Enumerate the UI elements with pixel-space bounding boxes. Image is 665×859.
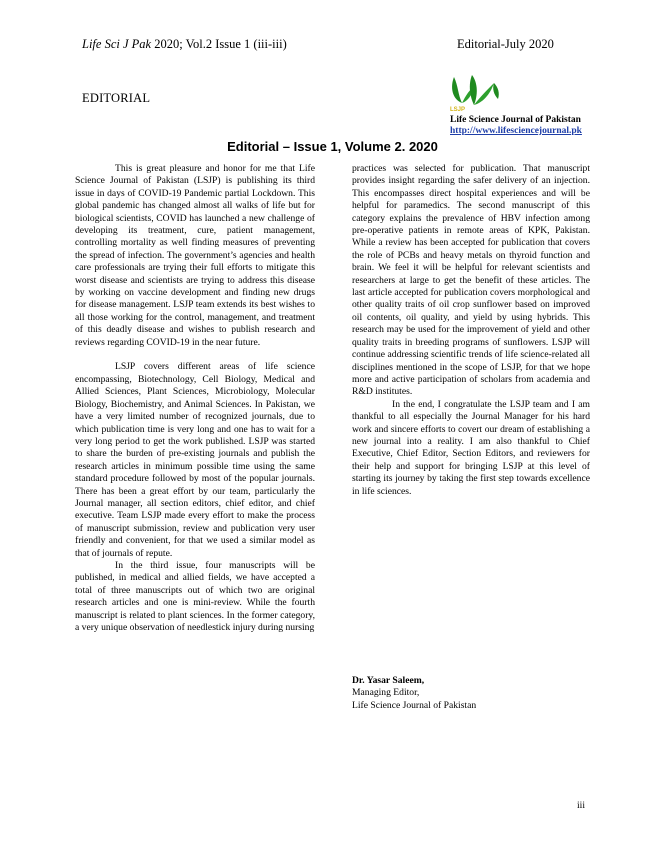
page-number: iii: [577, 800, 585, 811]
ljsp-leaf-logo-icon: [448, 73, 504, 113]
page-title: Editorial – Issue 1, Volume 2. 2020: [227, 139, 438, 154]
journal-name: Life Science Journal of Pakistan: [450, 115, 581, 125]
paragraph: practices was selected for publication. That manuscript provides insight regarding the safer delivery of an injection. This encompasses direct hospital experiences and will be helpful for paramedics. The second manuscript of this category explains the prevalence of HBV infection among pre-operative patients in remote areas of KPK, Pakistan. While a review has been accepted for publication that covers the role of PCBs and heavy metals on thyroid function and brain. We feel it will be helpful for relevant scientists and researchers at large to get the benefit of these articles. The last article accepted for publication covers morphological and other quality traits of oil crop sunflower based on improved oil contents, oil quality, and yield by using hybrids. This research may be used for the improvement of yield and other quality traits in breeding programs of sunflowers. LSJP will continue addressing scientific trends of life science-related all disciplines mentioned in the scope of LSJP, for that we hope more and active participation of scholars from academia and R&D institutes.: [352, 163, 590, 398]
author-organization: Life Science Journal of Pakistan: [352, 699, 477, 711]
left-column: [75, 163, 315, 634]
author-name: Dr. Yasar Saleem,: [352, 675, 425, 686]
running-header-date: Editorial-July 2020: [457, 37, 554, 51]
paragraph: In the end, I congratulate the LSJP team and I am thankful to all especially the Journal Manager for his hard work and sincere efforts to covert our dream of establishing a new journal into a reality. I am also thankful to Chief Executive, Chief Editor, Section Editors, and reviewers for their help and support for bringing LSJP at this level of starting its journey by taking the first step towards excellence in life sciences.: [352, 398, 590, 497]
paragraph: This is great pleasure and honor for me that Life Science Journal of Pakistan (LSJP) is publishing its third issue in days of COVID-19 Pandemic partial Lockdown. This global pandemic has changed almost all walks of life but for biological scientists, COVID has launched a new challenge of developing its treatment, cure, patient management, controlling mortality as well finding measures of preventing the spread of infection. The government’s agencies and health care professionals are trying their full efforts to mitigate this worst disease and scientists are trying to address this disease by working on vaccine development and finding new drugs for disease management. LSJP team extends its best wishes to all those working for the control, management, and treatment of this deadly disease and wishes to publish research and reviews regarding COVID-19 in the near future.: [75, 163, 315, 348]
section-label: EDITORIAL: [82, 91, 151, 105]
signature-block: [352, 675, 476, 712]
journal-website-link[interactable]: http://www.lifesciencejournal.pk: [450, 126, 582, 136]
logo-letters: LSJP: [450, 107, 466, 113]
paragraph: LSJP covers different areas of life science encompassing, Biotechnology, Cell Biology, Medical and Allied Sciences, Plant Sciences, Microbiology, Molecular Biology, Biochemistry, and Animal Sciences. In Pakistan, we have a very limited number of recognized journals, due to which publication time is very long and one has to wait for a very long period to get the work published. LSJP was started to share the burden of pre-existing journals and publish the research articles in minimum possible time using the same standard procedure followed by most of the popular journals. There has been a great effort by our team, particularly the Journal manager, all section editors, chief editor, and chief executive. Team LSJP made every effort to make the process of manuscript submission, review and publication very user friendly and convenient, for that we used a similar model as that of journals of repute.: [75, 361, 315, 559]
paragraph: In the third issue, four manuscripts will be published, in medical and allied fields, we have accepted a total of three manuscripts out of which two are original research articles and one is mini-review. While the fourth manuscript is related to plant sciences. In the former category, a very unique observation of needlestick injury during nursing: [75, 559, 315, 634]
author-role: Managing Editor,: [352, 687, 420, 699]
journal-abbrev: Life Sci J Pak: [82, 37, 152, 51]
running-header-citation: [82, 37, 287, 52]
right-column: [352, 163, 590, 498]
citation-details: 2020; Vol.2 Issue 1 (iii-iii): [151, 37, 287, 51]
